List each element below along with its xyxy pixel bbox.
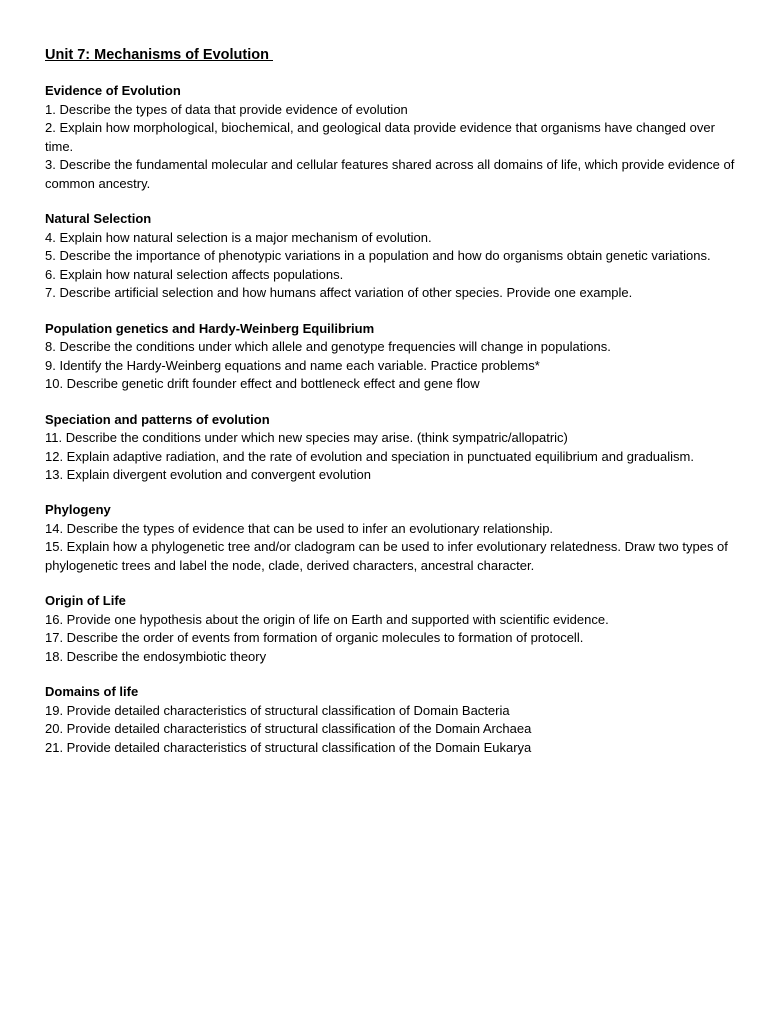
section-evidence-of-evolution (45, 82, 735, 193)
objective-item: 3. Describe the fundamental molecular and cellular features shared across all domains of life, which provide evidence of common ancestry. (45, 157, 735, 191)
objective-item: 5. Describe the importance of phenotypic variations in a population and how do organisms obtain genetic variations. (45, 248, 711, 263)
section-domains-of-life (45, 683, 735, 757)
objective-item: 12. Explain adaptive radiation, and the rate of evolution and speciation in punctuated equilibrium and gradualism. (45, 448, 694, 464)
objective-item: 8. Describe the conditions under which allele and genotype frequencies will change in populations. (45, 339, 611, 354)
objective-item: 20. Provide detailed characteristics of structural classification of the Domain Archaea (45, 721, 532, 736)
objective-item: 6. Explain how natural selection affects populations. (45, 266, 344, 282)
document-page (45, 46, 735, 774)
objective-item: 16. Provide one hypothesis about the origin of life on Earth and supported with scientific evidence. (45, 611, 609, 627)
section-heading: Origin of Life (45, 593, 126, 608)
objective-item: 17. Describe the order of events from formation of organic molecules to formation of protocell. (45, 630, 584, 645)
section-origin-of-life (45, 592, 735, 666)
objective-item: 11. Describe the conditions under which new species may arise. (think sympatric/allopatric) (45, 430, 568, 445)
sections-container (45, 82, 735, 757)
objective-item: 18. Describe the endosymbiotic theory (45, 648, 267, 664)
objective-item: 15. Explain how a phylogenetic tree and/or cladogram can be used to infer evolutionary relatedness. Draw two types of phylogenetic trees and label the node, clade, derived characters, ancestral character. (45, 539, 728, 573)
section-heading: Natural Selection (45, 211, 152, 226)
section-heading: Speciation and patterns of evolution (45, 411, 270, 427)
objective-item: 21. Provide detailed characteristics of structural classification of the Domain Eukarya (45, 739, 532, 755)
section-population-genetics (45, 320, 735, 394)
section-heading: Domains of life (45, 684, 139, 699)
title-spacer (45, 65, 735, 82)
objective-item: 14. Describe the types of evidence that can be used to infer an evolutionary relationship. (45, 520, 554, 536)
objective-item: 7. Describe artificial selection and how humans affect variation of other species. Provide one example. (45, 285, 633, 300)
section-natural-selection (45, 210, 735, 303)
objective-item: 4. Explain how natural selection is a major mechanism of evolution. (45, 229, 432, 245)
objective-item: 10. Describe genetic drift founder effect and bottleneck effect and gene flow (45, 376, 480, 391)
objective-item: 1. Describe the types of data that provide evidence of evolution (45, 101, 408, 117)
document-title: Unit 7: Mechanisms of Evolution (45, 47, 273, 63)
objective-item: 13. Explain divergent evolution and convergent evolution (45, 467, 371, 482)
objective-item: 9. Identify the Hardy-Weinberg equations and name each variable. Practice problems* (45, 357, 540, 373)
section-heading: Phylogeny (45, 502, 111, 517)
section-speciation (45, 411, 735, 485)
section-phylogeny (45, 501, 735, 575)
section-heading: Evidence of Evolution (45, 83, 181, 98)
objective-item: 2. Explain how morphological, biochemical, and geological data provide evidence that organisms have changed over time. (45, 120, 715, 154)
objective-item: 19. Provide detailed characteristics of structural classification of Domain Bacteria (45, 702, 510, 718)
section-heading: Population genetics and Hardy-Weinberg Equilibrium (45, 320, 375, 336)
